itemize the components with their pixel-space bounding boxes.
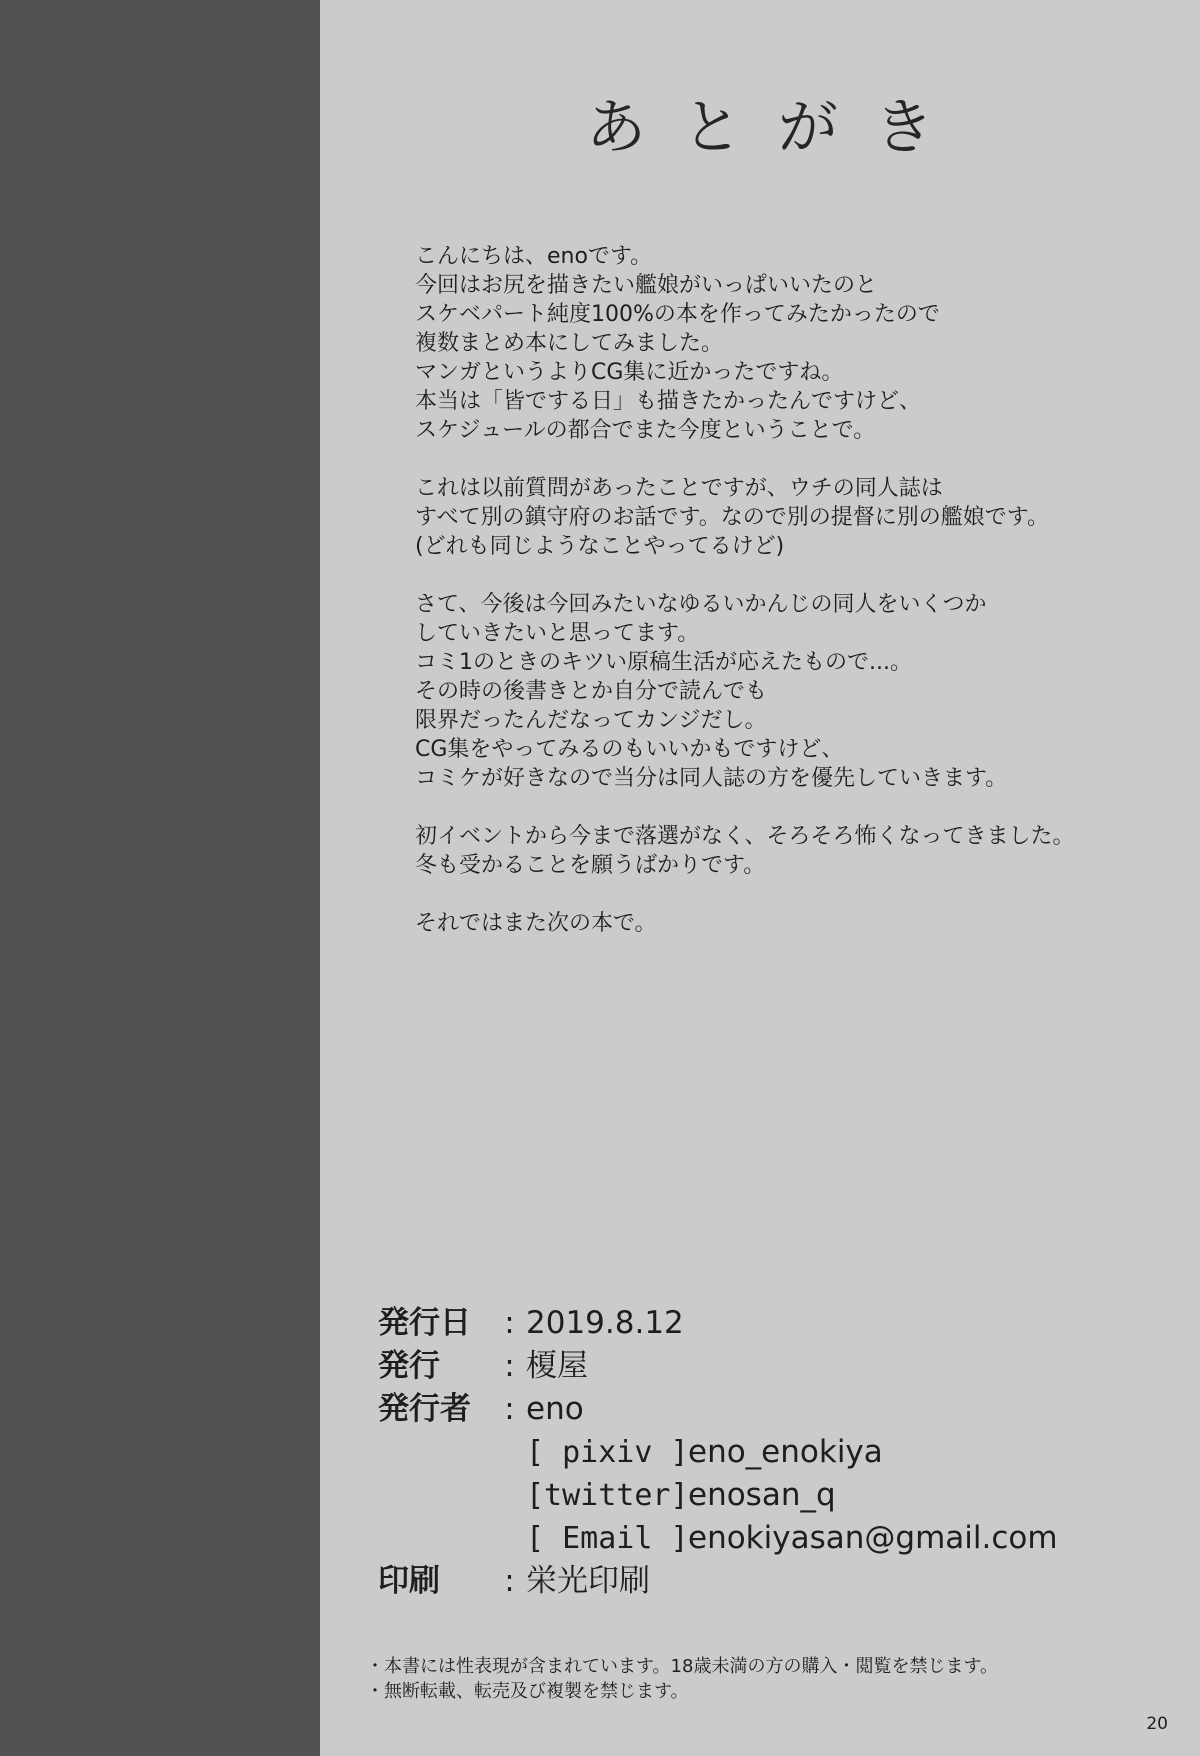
text-line: (どれも同じようなことやってるけど): [415, 534, 785, 559]
page-title: あとがき: [586, 93, 970, 163]
email-label: [ Email ]: [526, 1521, 689, 1556]
separator: :: [504, 1563, 515, 1599]
paragraph: [415, 822, 1175, 880]
text-line: 限界だったんだなってカンジだし。: [415, 708, 767, 733]
note-line: ・本書には性表現が含まれています。18歳未満の方の購入・閲覧を禁じます。: [366, 1656, 999, 1677]
text-line: その時の後書きとか自分で読んでも: [415, 679, 768, 704]
colophon-row-date: [378, 1302, 1058, 1345]
spine-band: [0, 0, 320, 1756]
text-line: さて、今後は今回みたいなゆるいかんじの同人をいくつか: [415, 592, 987, 617]
paragraph: [415, 590, 1175, 793]
note-line: ・無断転載、転売及び複製を禁じます。: [366, 1681, 689, 1702]
text-line: スケジュールの都合でまた今度ということで。: [415, 418, 876, 443]
text-line: すべて別の鎮守府のお話です。なので別の提督に別の艦娘です。: [415, 505, 1050, 530]
text-line: CG集をやってみるのもいいかもですけど、: [415, 737, 844, 762]
colophon-row-publisher: [378, 1388, 1058, 1431]
twitter-label: [twitter]: [526, 1478, 689, 1513]
publisher-value: eno: [526, 1391, 584, 1427]
paragraph: [415, 242, 1175, 445]
circle-label: 発行: [378, 1348, 440, 1384]
text-line: スケベパート純度100%の本を作ってみたかったので: [415, 302, 940, 327]
date-label: 発行日: [378, 1305, 471, 1341]
email-value: enokiyasan@gmail.com: [688, 1520, 1058, 1556]
text-line: こんにちは、enoです。: [415, 244, 653, 269]
circle-value: 榎屋: [526, 1348, 588, 1384]
text-line: マンガというよりCG集に近かったですね。: [415, 360, 844, 385]
paragraph: [415, 909, 1175, 938]
publisher-label: 発行者: [378, 1391, 471, 1427]
pixiv-label: [ pixiv ]: [526, 1435, 689, 1470]
twitter-value: enosan_q: [688, 1477, 836, 1513]
page-number: 20: [1146, 1714, 1168, 1734]
text-line: コミ1のときのキツい原稿生活が応えたもので...。: [415, 650, 912, 675]
printer-label: 印刷: [378, 1563, 440, 1599]
text-line: これは以前質問があったことですが、ウチの同人誌は: [415, 476, 943, 501]
date-value: 2019.8.12: [526, 1305, 684, 1341]
colophon-row-circle: [378, 1345, 1058, 1388]
colophon: [378, 1302, 1058, 1603]
afterword-body: [415, 242, 1175, 967]
text-line: それではまた次の本で。: [415, 911, 657, 936]
colophon-row-pixiv: [378, 1431, 1058, 1474]
separator: :: [504, 1348, 515, 1384]
page: [320, 0, 1200, 1756]
legal-notes: [366, 1654, 998, 1704]
text-line: していきたいと思ってます。: [415, 621, 700, 646]
text-line: コミケが好きなので当分は同人誌の方を優先していきます。: [415, 766, 1008, 791]
text-line: 本当は「皆でする日」も描きたかったんですけど、: [415, 389, 922, 414]
colophon-row-printer: [378, 1560, 1058, 1603]
text-line: 複数まとめ本にしてみました。: [415, 331, 724, 356]
colophon-row-email: [378, 1517, 1058, 1560]
text-line: 冬も受かることを願うばかりです。: [415, 853, 766, 878]
paragraph: [415, 474, 1175, 561]
pixiv-value: eno_enokiya: [688, 1434, 883, 1470]
separator: :: [504, 1305, 515, 1341]
colophon-row-twitter: [378, 1474, 1058, 1517]
text-line: 初イベントから今まで落選がなく、そろそろ怖くなってきました。: [415, 824, 1075, 849]
text-line: 今回はお尻を描きたい艦娘がいっぱいいたのと: [415, 273, 878, 298]
printer-value: 栄光印刷: [526, 1563, 650, 1599]
separator: :: [504, 1391, 515, 1427]
